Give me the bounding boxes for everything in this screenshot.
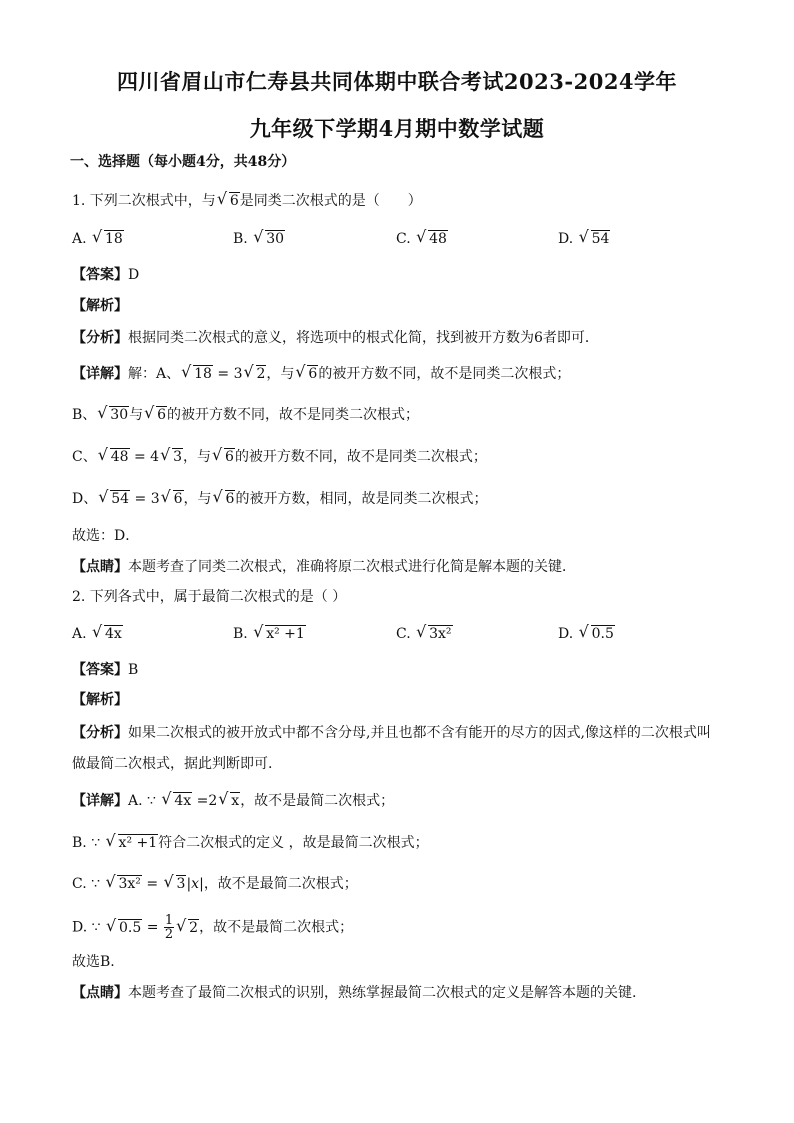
q1-jiexi: 【解析】 — [72, 298, 128, 314]
q2-answer: 【答案】B — [72, 662, 139, 678]
section-heading: 一、选择题（每小题4分，共48分） — [70, 154, 296, 170]
q1-detail-b: B、√ 30与√ 6的被开方数不同，故不是同类二次根式； — [72, 405, 419, 425]
q1-choice: 故选：D． — [72, 528, 140, 544]
q2-detail-a: 【详解】A. ∵ √ 4x =2√ x，故不是最简二次根式； — [72, 791, 394, 811]
half-fraction: $\frac{1}{2}$ — [164, 913, 174, 942]
q1-option-c: C. √ 48 — [396, 229, 448, 249]
doc-title-line2: 九年级下学期4月期中数学试题 — [249, 116, 545, 141]
q1-stem-a: 1. 下列二次根式中，与 — [72, 193, 216, 209]
q1-comment: 【点睛】本题考查了同类二次根式，准确将原二次根式进行化简是解本题的关键． — [72, 559, 576, 575]
q1-option-a: A. √ 18 — [72, 229, 124, 249]
q1-option-b: B. √ 30 — [233, 229, 285, 249]
q2-option-b: B. √ x² +1 — [233, 624, 306, 644]
q2-analysis-line2: 做最简二次根式，据此判断即可. — [72, 756, 273, 772]
q2-analysis-line1: 【分析】如果二次根式的被开放式中都不含分母,并且也都不含有能开的尽方的因式,像这样的二次根式叫 — [72, 725, 711, 741]
q2-detail-d: D. ∵ √ 0.5 = $\frac{1}{2}$ √ 2，故不是最简二次根式； — [72, 914, 353, 941]
q1-detail-d: D、√ 54 = 3√ 6，与√ 6的被开方数，相同，故是同类二次根式； — [72, 489, 487, 509]
q1-stem-radical: √ 6 — [218, 191, 240, 211]
q1-detail-a: 【详解】解：A、√ 18 = 3√ 2，与√ 6的被开方数不同，故不是同类二次根式； — [72, 364, 570, 384]
q2-stem: 2. 下列各式中，属于最简二次根式的是（ ） — [72, 589, 347, 605]
q2-option-d: D. √ 0.5 — [558, 624, 615, 644]
doc-title-line1: 四川省眉山市仁寿县共同体期中联合考试2023-2024学年 — [116, 69, 678, 94]
q1-option-d: D. √ 54 — [558, 229, 610, 249]
q1-answer: 【答案】D — [72, 267, 140, 283]
q1-detail-c: C、√ 48 = 4√ 3，与√ 6的被开方数不同，故不是同类二次根式； — [72, 447, 487, 467]
q2-jiexi: 【解析】 — [72, 692, 128, 708]
q2-comment: 【点睛】本题考查了最简二次根式的识别，熟练掌握最简二次根式的定义是解答本题的关键. — [72, 985, 637, 1001]
q1-analysis: 【分析】根据同类二次根式的意义，将选项中的根式化简，找到被开方数为6者即可． — [72, 330, 599, 346]
q2-option-a: A. √ 4x — [72, 624, 123, 644]
q2-detail-c: C. ∵ √ 3x² = √ 3|x|，故不是最简二次根式； — [72, 874, 358, 894]
q1-stem — [72, 191, 422, 211]
q2-detail-b: B. ∵ √ x² +1符合二次根式的定义 ，故是最简二次根式； — [72, 833, 429, 853]
q1-stem-b: 是同类二次根式的是（ ） — [239, 193, 422, 209]
q2-choice: 故选B. — [72, 954, 115, 970]
q2-option-c: C. √ 3x² — [396, 624, 453, 644]
